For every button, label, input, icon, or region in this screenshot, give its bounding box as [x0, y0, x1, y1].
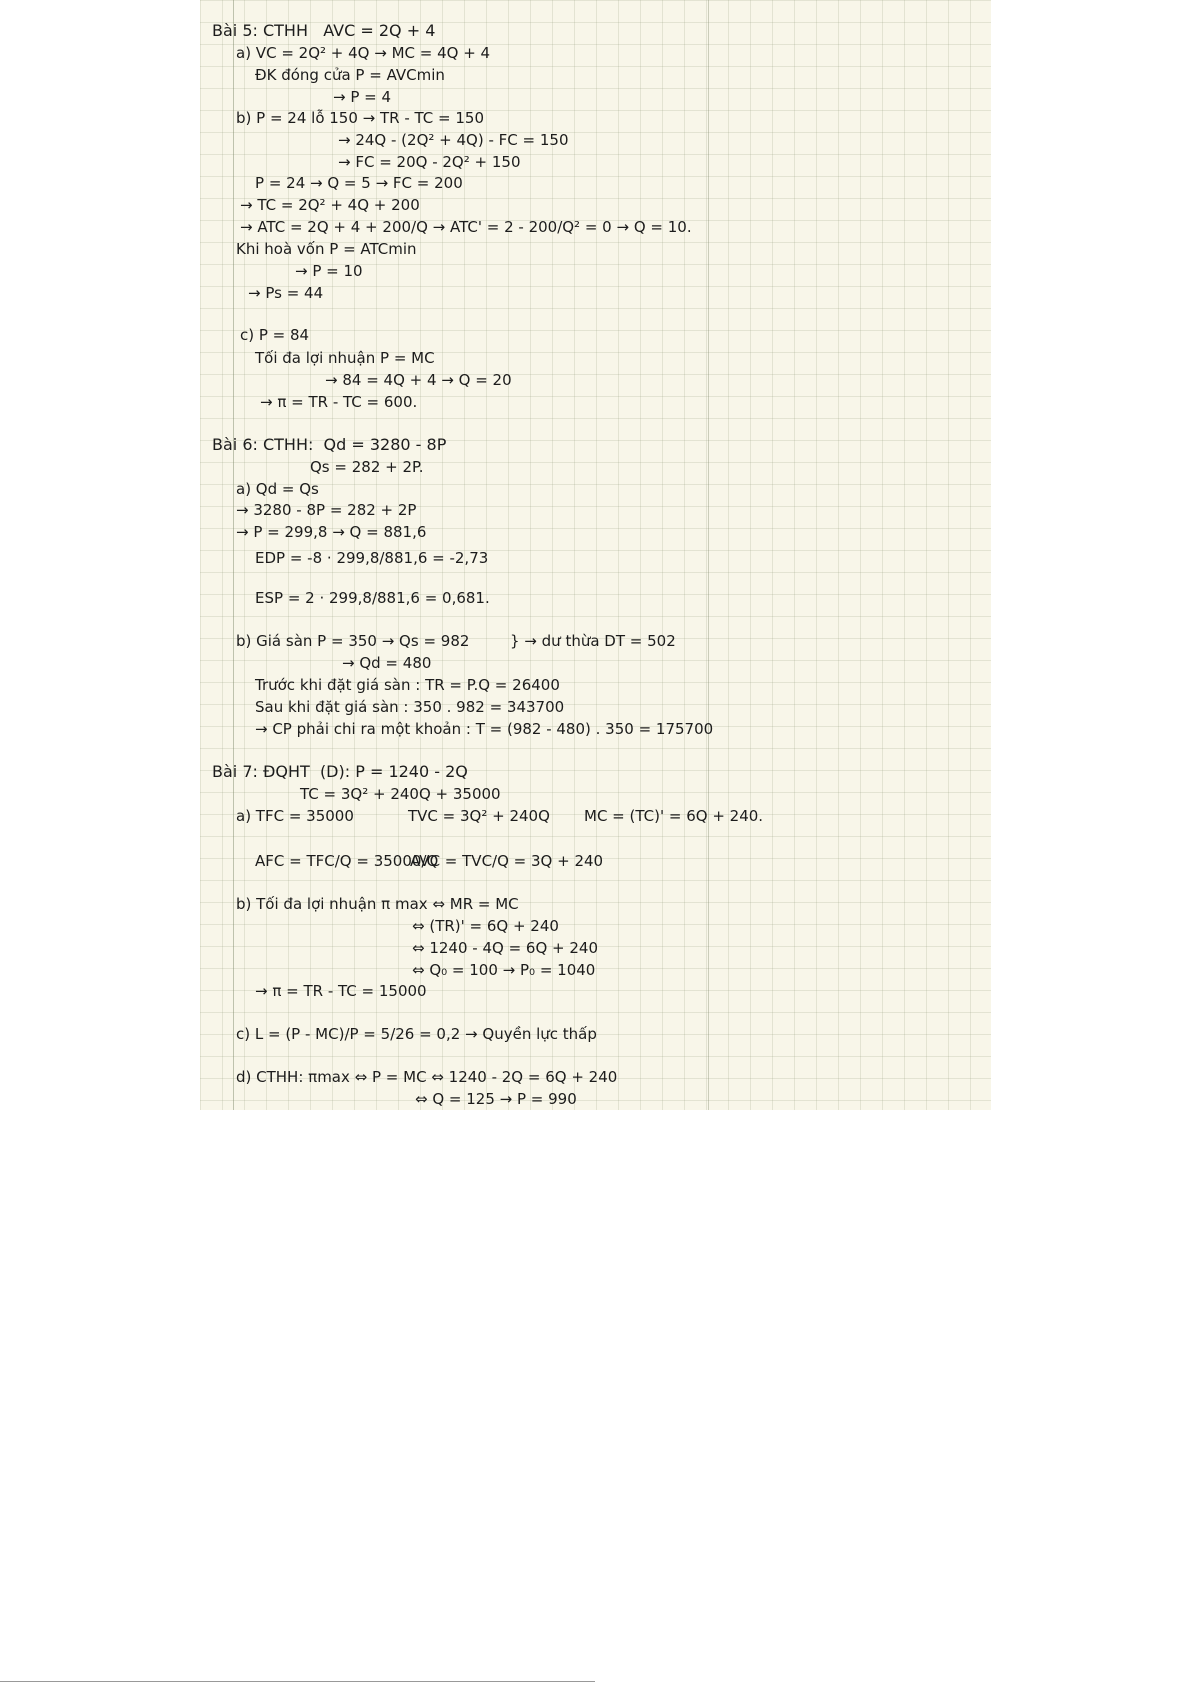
exercise-6-heading: Bài 6: CTHH: Qd = 3280 - 8P: [212, 435, 447, 454]
exercise-7-line: d) CTHH: πmax ⇔ P = MC ⇔ 1240 - 2Q = 6Q + 240: [236, 1068, 618, 1086]
exercise-5-line: → FC = 20Q - 2Q² + 150: [338, 153, 521, 171]
exercise-6-line: ESP = 2 · 299,8/881,6 = 0,681.: [255, 589, 490, 607]
exercise-6-line: } → dư thừa DT = 502: [510, 632, 676, 650]
exercise-5-line: → P = 4: [333, 88, 392, 106]
exercise-7-line: TC = 3Q² + 240Q + 35000: [300, 785, 501, 803]
exercise-6-line: → 3280 - 8P = 282 + 2P: [236, 501, 417, 519]
exercise-6-line: a) Qd = Qs: [236, 480, 319, 498]
exercise-7-line: AVC = TVC/Q = 3Q + 240: [410, 852, 604, 870]
exercise-5-line: Khi hoà vốn P = ATCmin: [236, 240, 417, 258]
notebook-vertical-line: [708, 0, 709, 1110]
exercise-7-line: ⇔ Q₀ = 100 → P₀ = 1040: [412, 961, 596, 979]
exercise-7-line: TVC = 3Q² + 240Q: [408, 807, 550, 825]
exercise-5-line: → π = TR - TC = 600.: [260, 393, 418, 411]
exercise-7-line: MC = (TC)' = 6Q + 240.: [584, 807, 764, 825]
exercise-6-line: Sau khi đặt giá sàn : 350 . 982 = 343700: [255, 698, 565, 716]
exercise-5-line: → P = 10: [295, 262, 363, 280]
exercise-7-line: c) L = (P - MC)/P = 5/26 = 0,2 → Quyền lực thấp: [236, 1025, 597, 1043]
exercise-6-line: → CP phải chi ra một khoản : T = (982 - 480) . 350 = 175700: [255, 720, 714, 738]
exercise-5-line: P = 24 → Q = 5 → FC = 200: [255, 174, 463, 192]
exercise-5-line: b) P = 24 lỗ 150 → TR - TC = 150: [236, 109, 485, 127]
exercise-5-line: c) P = 84: [240, 326, 310, 344]
exercise-6-line: → P = 299,8 → Q = 881,6: [236, 523, 427, 541]
exercise-7-line: ⇔ (TR)' = 6Q + 240: [412, 917, 559, 935]
exercise-5-line: → 24Q - (2Q² + 4Q) - FC = 150: [338, 131, 569, 149]
notebook-page: [200, 0, 991, 1110]
footer-rule: [0, 1681, 595, 1682]
exercise-6-line: Trước khi đặt giá sàn : TR = P.Q = 26400: [255, 676, 560, 694]
exercise-5-line: ĐK đóng cửa P = AVCmin: [255, 66, 445, 84]
exercise-7-heading: Bài 7: ĐQHT (D): P = 1240 - 2Q: [212, 762, 468, 781]
exercise-6-line: EDP = -8 · 299,8/881,6 = -2,73: [255, 549, 489, 567]
exercise-6-line: Qs = 282 + 2P.: [310, 458, 424, 476]
exercise-7-line: b) Tối đa lợi nhuận π max ⇔ MR = MC: [236, 895, 519, 913]
exercise-7-line: ⇔ 1240 - 4Q = 6Q + 240: [412, 939, 598, 957]
exercise-7-line: → π = TR - TC = 15000: [255, 982, 427, 1000]
exercise-5-line: → TC = 2Q² + 4Q + 200: [240, 196, 420, 214]
exercise-5-heading: Bài 5: CTHH AVC = 2Q + 4: [212, 21, 436, 40]
exercise-5-line: a) VC = 2Q² + 4Q → MC = 4Q + 4: [236, 44, 491, 62]
exercise-7-line: a) TFC = 35000: [236, 807, 354, 825]
exercise-6-line: → Qd = 480: [342, 654, 432, 672]
exercise-7-line: ⇔ Q = 125 → P = 990: [415, 1090, 577, 1108]
exercise-6-line: b) Giá sàn P = 350 → Qs = 982: [236, 632, 470, 650]
exercise-5-line: → ATC = 2Q + 4 + 200/Q → ATC' = 2 - 200/Q² = 0 → Q = 10.: [240, 218, 692, 236]
exercise-5-line: → Ps = 44: [248, 284, 324, 302]
exercise-5-line: → 84 = 4Q + 4 → Q = 20: [325, 371, 512, 389]
notebook-margin-line: [233, 0, 234, 1110]
exercise-5-line: Tối đa lợi nhuận P = MC: [255, 349, 435, 367]
exercise-7-line: AFC = TFC/Q = 35000/Q: [255, 852, 439, 870]
